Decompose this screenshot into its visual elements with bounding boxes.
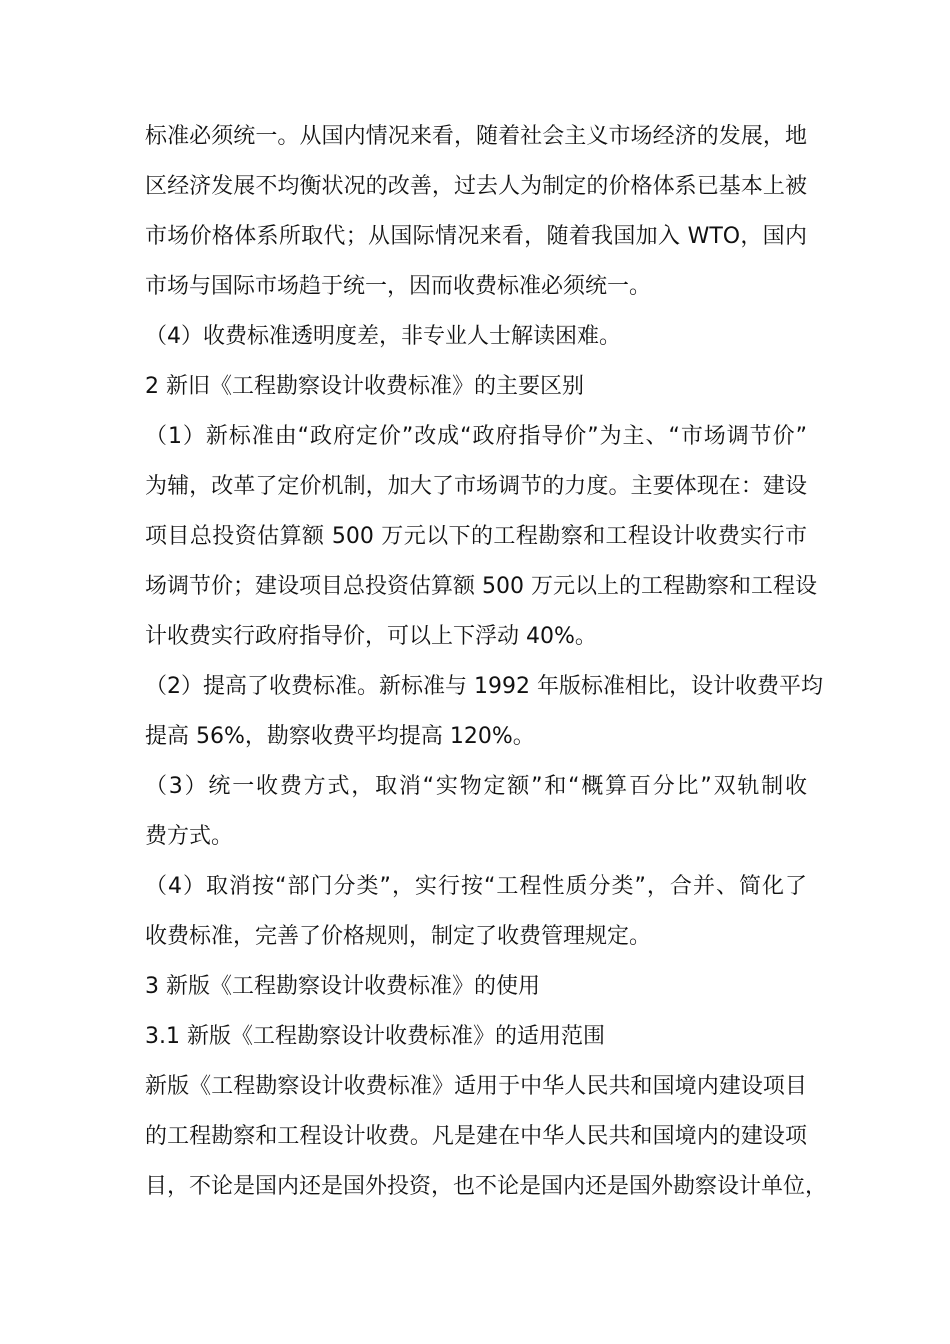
subsection-heading: 3.1 新版《工程勘察设计收费标准》的适用范围 — [145, 1024, 605, 1049]
document-body — [145, 112, 828, 1212]
list-item-line: （1）新标准由“政府定价”改成“政府指导价”为主、“市场调节价” — [145, 424, 807, 449]
body-text-line: 目，不论是国内还是国外投资，也不论是国内还是国外勘察设计单位， — [145, 1174, 828, 1199]
list-item-line: （4）收费标准透明度差，非专业人士解读困难。 — [145, 324, 621, 349]
body-text-line: 项目总投资估算额 500 万元以下的工程勘察和工程设计收费实行市 — [145, 524, 807, 549]
body-text-line: 的工程勘察和工程设计收费。凡是建在中华人民共和国境内的建设项 — [145, 1124, 807, 1149]
body-text-line: 市场价格体系所取代；从国际情况来看，随着我国加入 WTO，国内 — [145, 224, 807, 249]
list-item-line: （3）统一收费方式，取消“实物定额”和“概算百分比”双轨制收 — [145, 774, 807, 799]
body-text-line: 场调节价；建设项目总投资估算额 500 万元以上的工程勘察和工程设 — [145, 574, 817, 599]
body-text-line: 标准必须统一。从国内情况来看，随着社会主义市场经济的发展，地 — [145, 124, 807, 149]
body-text-line: 市场与国际市场趋于统一，因而收费标准必须统一。 — [145, 274, 652, 299]
section-heading: 3 新版《工程勘察设计收费标准》的使用 — [145, 974, 540, 999]
body-text-line: 计收费实行政府指导价，可以上下浮动 40%。 — [145, 624, 597, 649]
list-item-line: （2）提高了收费标准。新标准与 1992 年版标准相比，设计收费平均 — [145, 674, 823, 699]
body-text-line: 为辅，改革了定价机制，加大了市场调节的力度。主要体现在：建设 — [145, 474, 807, 499]
body-text-line: 区经济发展不均衡状况的改善，过去人为制定的价格体系已基本上被 — [145, 174, 807, 199]
section-heading: 2 新旧《工程勘察设计收费标准》的主要区别 — [145, 374, 584, 399]
body-text-line: 收费标准，完善了价格规则，制定了收费管理规定。 — [145, 924, 652, 949]
body-text-line: 提高 56%，勘察收费平均提高 120%。 — [145, 724, 535, 749]
list-item-line: （4）取消按“部门分类”，实行按“工程性质分类”，合并、简化了 — [145, 874, 807, 899]
body-text-line: 新版《工程勘察设计收费标准》适用于中华人民共和国境内建设项目 — [145, 1074, 807, 1099]
body-text-line: 费方式。 — [145, 824, 234, 849]
